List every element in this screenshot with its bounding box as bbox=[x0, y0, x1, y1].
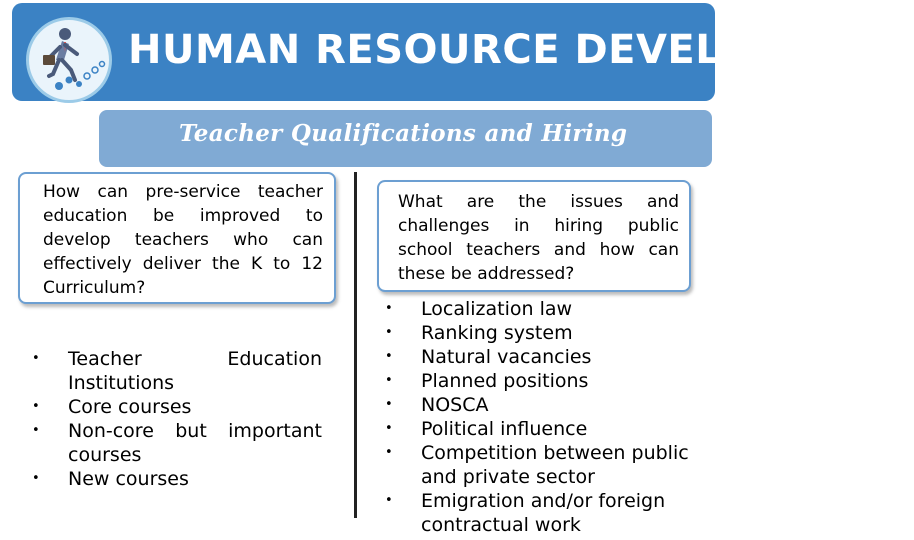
bullet: • bbox=[385, 301, 393, 316]
list-item bbox=[385, 297, 691, 321]
bullet: • bbox=[32, 423, 40, 438]
list-item bbox=[32, 347, 322, 395]
list-item-text: Teacher Education Institutions bbox=[68, 348, 322, 394]
bullet: • bbox=[32, 399, 40, 414]
list-item-text: Core courses bbox=[68, 396, 192, 418]
bullet: • bbox=[385, 445, 393, 460]
bullet: • bbox=[385, 325, 393, 340]
bullet: • bbox=[32, 471, 40, 486]
list-item-text: Natural vacancies bbox=[421, 346, 592, 368]
list-item-text: New courses bbox=[68, 468, 189, 490]
column-divider bbox=[354, 172, 357, 518]
bullet: • bbox=[385, 349, 393, 364]
list-item-text: Political influence bbox=[421, 418, 588, 440]
list-item bbox=[385, 369, 691, 393]
list-item-text: Ranking system bbox=[421, 322, 573, 344]
right-question-text: What are the issues and challenges in hiring public school teachers and how can these be addressed? bbox=[398, 192, 679, 284]
list-item bbox=[385, 345, 691, 369]
list-item bbox=[385, 321, 691, 345]
list-item-text: Emigration and/or foreign contractual work bbox=[421, 490, 666, 536]
list-item-text: Localization law bbox=[421, 298, 573, 320]
list-item bbox=[385, 417, 691, 441]
list-item-text: Non-core but important courses bbox=[68, 420, 322, 466]
right-bullet-list bbox=[385, 297, 691, 537]
left-question-text: How can pre-service teacher education be improved to develop teachers who can effectively deliver the K to 12 Curriculum? bbox=[43, 182, 323, 298]
page-title: HUMAN RESOURCE DEVELOPMENT bbox=[128, 27, 914, 73]
bullet: • bbox=[385, 493, 393, 508]
left-question-box bbox=[18, 172, 336, 304]
list-item bbox=[32, 467, 322, 491]
list-item bbox=[385, 393, 691, 417]
list-item bbox=[32, 395, 322, 419]
bullet: • bbox=[32, 351, 40, 366]
list-item-text: Planned positions bbox=[421, 370, 589, 392]
bullet: • bbox=[385, 421, 393, 436]
bullet: • bbox=[385, 373, 393, 388]
subtitle-banner bbox=[99, 110, 712, 167]
list-item bbox=[385, 441, 691, 489]
title-banner bbox=[12, 3, 914, 101]
left-bullet-list bbox=[32, 347, 322, 491]
subtitle: Teacher Qualifications and Hiring bbox=[179, 120, 628, 147]
running-businessman-icon bbox=[26, 17, 112, 103]
list-item-text: NOSCA bbox=[421, 394, 489, 416]
list-item-text: Competition between public and private sector bbox=[421, 442, 689, 488]
list-item bbox=[32, 419, 322, 467]
bullet: • bbox=[385, 397, 393, 412]
right-question-box bbox=[377, 180, 691, 292]
list-item bbox=[385, 489, 691, 537]
